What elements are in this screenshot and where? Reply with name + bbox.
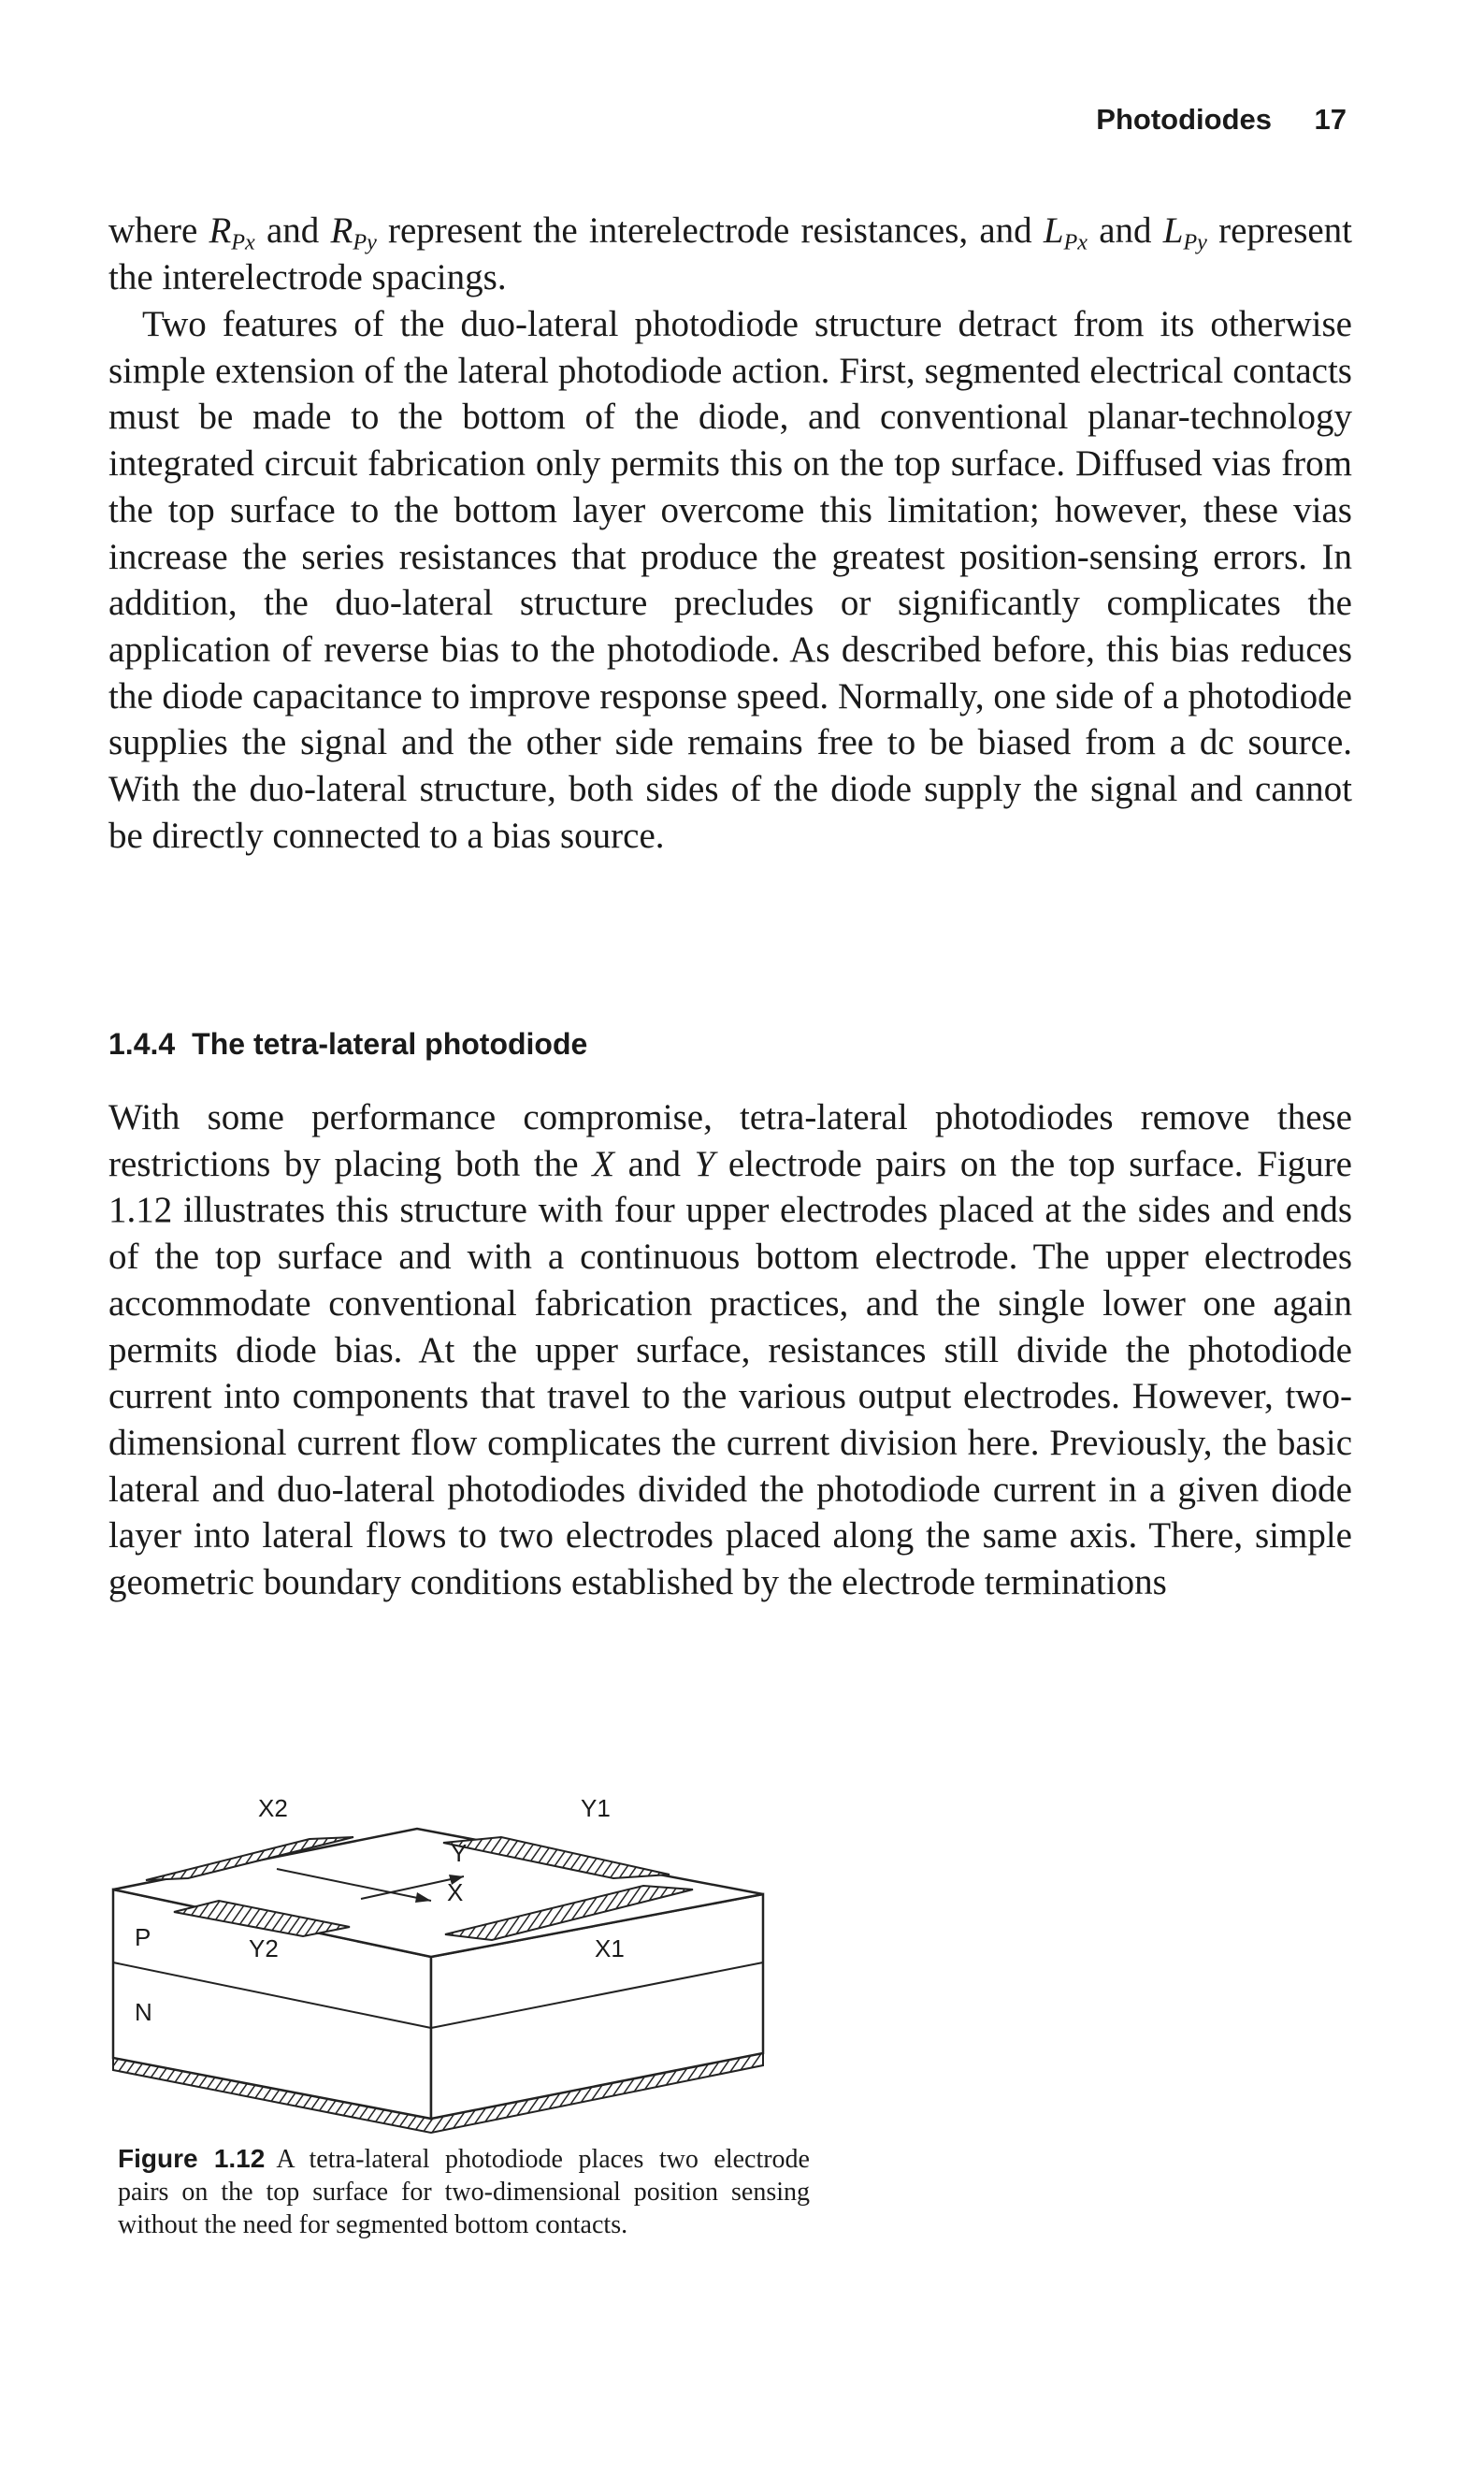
paragraph-1 [108, 208, 1352, 300]
section-number: 1.4.4 [108, 1027, 176, 1061]
paragraph-2-text: Two features of the duo-lateral photodiode structure detract from its otherwise simple extension of the lateral photodiode action. First, segmented electrical contacts must be made to the bottom of the diode, and conventional planar-technology integrated circuit fabrication only permits this on the top surface. Diffused vias from the top surface to the bottom layer overcome this limitation; however, these vias increase the series resistances that produce the greatest position-sensing errors. In addition, the duo-lateral structure precludes or significantly complicates the application of reverse bias to the photodiode. As described before, this bias reduces the diode capacitance to improve response speed. Normally, one side of a photodiode supplies the signal and the other side remains free to be biased from a dc source. With the duo-lateral structure, both sides of the diode supply the signal and cannot be directly connected to a bias source. [108, 304, 1352, 856]
label-x1: X1 [595, 1934, 625, 1962]
figure-1-12 [108, 1759, 782, 2151]
label-y2: Y2 [249, 1934, 279, 1962]
section-title: The tetra-lateral photodiode [192, 1027, 588, 1061]
label-y-axis: Y [451, 1839, 468, 1867]
page-number: 17 [1314, 103, 1347, 136]
label-y1: Y1 [581, 1794, 611, 1822]
label-n: N [135, 1998, 152, 2026]
caption-label: Figure 1.12 [118, 2144, 266, 2173]
text-run: and [1088, 210, 1163, 251]
paragraph-2 [108, 301, 1352, 859]
subscript-py: Py [1183, 229, 1207, 255]
tetra-lateral-photodiode-diagram [108, 1759, 782, 2151]
text-run: and [254, 210, 331, 251]
label-x2: X2 [258, 1794, 288, 1822]
variable-r: R [330, 210, 353, 251]
text-run: and [614, 1143, 695, 1184]
variable-x: X [592, 1143, 615, 1184]
subscript-px: Px [231, 229, 255, 255]
text-run: With some performance compromise, tetra-lateral photodiodes remove these restrictions by placing both the [108, 1097, 1352, 1184]
running-head-title: Photodiodes [1096, 103, 1272, 136]
variable-l: L [1043, 210, 1064, 251]
label-x-axis: X [447, 1878, 464, 1906]
text-run: represent the interelectrode resistances, and [376, 210, 1044, 251]
text-run: represent the interelectrode spacings. [108, 210, 1353, 297]
section-heading [108, 1027, 587, 1062]
text-run: where [108, 210, 209, 251]
paragraph-3 [108, 1094, 1352, 1606]
variable-r: R [209, 210, 232, 251]
subscript-py: Py [353, 229, 377, 255]
figure-caption [118, 2142, 810, 2241]
variable-y: Y [694, 1143, 715, 1184]
caption-text: A tetra-lateral photodiode places two electrode pairs on the top surface for two-dimensional position sensing without the need for segmented bottom contacts. [118, 2145, 810, 2239]
text-run: electrode pairs on the top surface. Figure 1.12 illustrates this structure with four upper electrodes placed at the sides and ends of the top surface and with a continuous bottom electrode. The upper electrodes accommodate conventional fabrication practices, and the single lower one again permits diode bias. At the upper surface, resistances still divide the photodiode current into components that travel to the various output electrodes. However, two-dimensional current flow complicates the current division here. Previously, the basic lateral and duo-lateral photodiodes divided the photodiode current in a given diode layer into lateral flows to two electrodes placed along the same axis. There, simple geometric boundary conditions established by the electrode terminations [108, 1143, 1352, 1603]
variable-l: L [1162, 210, 1184, 251]
subscript-px: Px [1063, 229, 1088, 255]
running-head [935, 103, 1347, 150]
label-p: P [135, 1923, 151, 1951]
